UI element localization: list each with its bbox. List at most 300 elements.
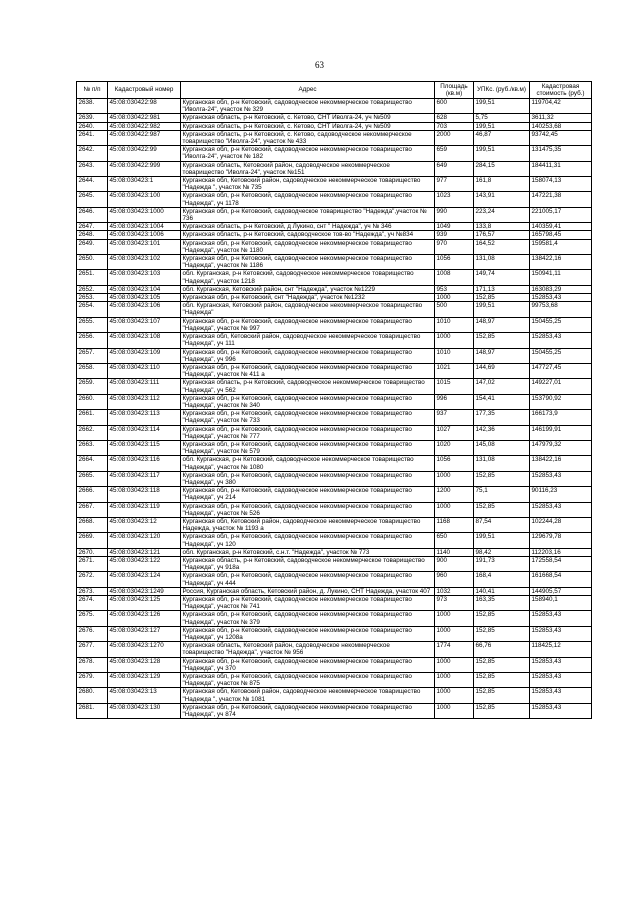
cell-cadastral-value: 166173,9 — [530, 410, 592, 425]
table-row — [77, 114, 592, 122]
cell-area: 1000 — [435, 611, 474, 626]
table-row — [77, 703, 592, 718]
table-row — [77, 122, 592, 130]
cell-upks: 152,85 — [474, 657, 530, 672]
cell-cadastral-number: 45:08:030423:102 — [108, 255, 181, 270]
cell-area: 939 — [435, 231, 474, 239]
table-row — [77, 548, 592, 556]
cell-address: Курганская обл, р-н Кетовский, садоводческое товарищество "Надежда",участок № 736 — [181, 207, 435, 222]
cell-number: 2653. — [77, 294, 108, 302]
cell-upks: 152,85 — [474, 502, 530, 517]
cell-cadastral-value: 119704,42 — [530, 99, 592, 114]
cell-upks: 142,36 — [474, 425, 530, 440]
cell-area: 649 — [435, 161, 474, 176]
cell-address: Курганская обл, р-н Кетовский, садоводческое некоммерческое товарищество "Надежда", уч 370 — [181, 657, 435, 672]
cell-cadastral-value: 159581,4 — [530, 239, 592, 254]
cell-area: 1000 — [435, 673, 474, 688]
cell-cadastral-value: 152853,43 — [530, 611, 592, 626]
cell-cadastral-value: 152853,43 — [530, 471, 592, 486]
cell-number: 2673. — [77, 587, 108, 595]
table-row — [77, 223, 592, 231]
cell-cadastral-value: 138422,16 — [530, 255, 592, 270]
table-row — [77, 657, 592, 672]
cell-upks: 199,51 — [474, 146, 530, 161]
cell-cadastral-value: 144905,57 — [530, 587, 592, 595]
cell-area: 703 — [435, 122, 474, 130]
cell-cadastral-value: 184411,31 — [530, 161, 592, 176]
table-row — [77, 572, 592, 587]
cell-number: 2671. — [77, 556, 108, 571]
cell-cadastral-number: 45:08:030423:103 — [108, 270, 181, 285]
cell-cadastral-value: 152853,43 — [530, 688, 592, 703]
table-row — [77, 471, 592, 486]
cell-cadastral-value: 152853,43 — [530, 294, 592, 302]
header-cadastral-value: Кадастровая стоимость (руб.) — [530, 82, 592, 99]
cell-cadastral-number: 45:08:030423:110 — [108, 363, 181, 378]
cell-cadastral-number: 45:08:030423:122 — [108, 556, 181, 571]
table-row — [77, 302, 592, 317]
table-row — [77, 642, 592, 657]
cell-upks: 152,85 — [474, 333, 530, 348]
table-row — [77, 487, 592, 502]
cell-cadastral-value: 158940,1 — [530, 596, 592, 611]
cell-cadastral-value: 146199,91 — [530, 425, 592, 440]
cell-address: Курганская обл, р-н Кетовский, садоводческое некоммерческое товарищество "Надежда", участок № 741 — [181, 596, 435, 611]
cell-cadastral-number: 45:08:030423:100 — [108, 192, 181, 207]
table-row — [77, 425, 592, 440]
cell-cadastral-number: 45:08:030422:999 — [108, 161, 181, 176]
cell-address: Курганская обл, р-н Кетовский, снт "Надежда", участок №1232 — [181, 294, 435, 302]
page-number: 63 — [315, 60, 324, 70]
cell-number: 2680. — [77, 688, 108, 703]
cell-cadastral-number: 45:08:030423:127 — [108, 626, 181, 641]
cell-address: Курганская обл, р-н Кетовский, садоводческое некоммерческое товарищество "Надежда", уч 874 — [181, 703, 435, 718]
cell-number: 2657. — [77, 348, 108, 363]
table-row — [77, 333, 592, 348]
cell-number: 2655. — [77, 317, 108, 332]
cell-cadastral-number: 45:08:030423:1004 — [108, 223, 181, 231]
cell-address: Курганская обл, р-н Кетовский, садоводческое некоммерческое товарищество "Надежда", уч 444 — [181, 572, 435, 587]
cell-cadastral-value: 152853,43 — [530, 703, 592, 718]
cell-address: Курганская область, Кетовский район, садоводческое некоммерческое товарищество "Иволга-24", участок №151 — [181, 161, 435, 176]
cell-number: 2639. — [77, 114, 108, 122]
cell-cadastral-number: 45:08:030423:126 — [108, 611, 181, 626]
cell-number: 2650. — [77, 255, 108, 270]
cell-address: обл. Курганская, р-н Кетовский, садоводческое некоммерческое товарищество "Надежда", участок № 1080 — [181, 456, 435, 471]
cell-number: 2646. — [77, 207, 108, 222]
cell-cadastral-value: 102244,28 — [530, 517, 592, 532]
header-cadastral-number: Кадастровый номер — [108, 82, 181, 99]
cell-cadastral-number: 45:08:030423:125 — [108, 596, 181, 611]
cell-number: 2670. — [77, 548, 108, 556]
cell-cadastral-number: 45:08:030423:115 — [108, 440, 181, 455]
cell-address: Курганская обл, р-н Кетовский, садоводческое некоммерческое товарищество "Надежда", уч 1178 — [181, 192, 435, 207]
cell-upks: 154,41 — [474, 394, 530, 409]
cell-cadastral-value: 3611,32 — [530, 114, 592, 122]
cell-upks: 5,75 — [474, 114, 530, 122]
cell-upks: 176,57 — [474, 231, 530, 239]
cell-address: Курганская обл, р-н Кетовский, садоводческое некоммерческое товарищество "Надежда", уч 214 — [181, 487, 435, 502]
cell-cadastral-number: 45:08:030423:128 — [108, 657, 181, 672]
cell-number: 2675. — [77, 611, 108, 626]
cell-cadastral-number: 45:08:030423:105 — [108, 294, 181, 302]
cell-area: 973 — [435, 596, 474, 611]
cell-address: обл. Курганская, Кетовский район, садоводческое некоммерческое товарищество "Надежда" — [181, 302, 435, 317]
cell-area: 1032 — [435, 587, 474, 595]
cell-address: Курганская обл, Кетовский район, садоводческое некоммерческое товарищество "Надежда ", участок № 1081 — [181, 688, 435, 703]
table-row — [77, 207, 592, 222]
cell-number: 2681. — [77, 703, 108, 718]
cell-address: Курганская обл, Кетовский район, садоводческое некоммерческое товарищество "Надежда", уч 111 — [181, 333, 435, 348]
table-row — [77, 440, 592, 455]
table-row — [77, 456, 592, 471]
cell-upks: 131,08 — [474, 255, 530, 270]
cell-cadastral-value: 150455,25 — [530, 317, 592, 332]
cell-address: Курганская обл, р-н Кетовский, садоводческое некоммерческое товарищество "Надежда", участок № 1180 — [181, 239, 435, 254]
cell-upks: 152,85 — [474, 471, 530, 486]
cell-number: 2648. — [77, 231, 108, 239]
cell-cadastral-number: 45:08:030423:130 — [108, 703, 181, 718]
cell-area: 1000 — [435, 471, 474, 486]
cadastral-table — [76, 81, 592, 719]
cell-cadastral-number: 45:08:030423:13 — [108, 688, 181, 703]
cell-cadastral-value: 153790,92 — [530, 394, 592, 409]
table-row — [77, 270, 592, 285]
cell-address: обл. Курганская, Кетовский район, снт "Надежда", участок №1229 — [181, 285, 435, 293]
cell-area: 500 — [435, 302, 474, 317]
cell-upks: 152,85 — [474, 703, 530, 718]
cell-cadastral-number: 45:08:030422:99 — [108, 146, 181, 161]
cell-address: Курганская обл, Кетовский район, садоводческое некоммерческое товарищество Надежда, участок № 1193 а — [181, 517, 435, 532]
cell-address: Курганская обл, р-н Кетовский, садоводческое некоммерческое товарищество "Надежда", участок № 340 — [181, 394, 435, 409]
cell-cadastral-value: 140253,68 — [530, 122, 592, 130]
cell-cadastral-value: 93742,45 — [530, 130, 592, 145]
cell-number: 2642. — [77, 146, 108, 161]
table-row — [77, 379, 592, 394]
cell-number: 2647. — [77, 223, 108, 231]
cell-cadastral-value: 221005,17 — [530, 207, 592, 222]
cell-cadastral-value: 138422,16 — [530, 456, 592, 471]
cell-cadastral-number: 45:08:030423:113 — [108, 410, 181, 425]
cell-area: 1008 — [435, 270, 474, 285]
cell-number: 2654. — [77, 302, 108, 317]
table-row — [77, 410, 592, 425]
cell-upks: 177,35 — [474, 410, 530, 425]
cell-upks: 171,13 — [474, 285, 530, 293]
cell-cadastral-value: 161668,54 — [530, 572, 592, 587]
cell-address: Курганская область, р-н Кетовский, с. Кетово, садоводческое некоммерческое товарищество "Иволга-24", участок № 433 — [181, 130, 435, 145]
cell-number: 2638. — [77, 99, 108, 114]
cell-number: 2679. — [77, 673, 108, 688]
cell-area: 2000 — [435, 130, 474, 145]
cell-upks: 133,8 — [474, 223, 530, 231]
cell-cadastral-value: 150941,11 — [530, 270, 592, 285]
cell-upks: 66,76 — [474, 642, 530, 657]
cell-number: 2663. — [77, 440, 108, 455]
cell-number: 2661. — [77, 410, 108, 425]
cell-cadastral-value: 112203,16 — [530, 548, 592, 556]
cell-cadastral-number: 45:08:030423:1 — [108, 177, 181, 192]
cell-cadastral-value: 147221,38 — [530, 192, 592, 207]
cell-cadastral-number: 45:08:030422:982 — [108, 122, 181, 130]
cell-cadastral-number: 45:08:030423:1270 — [108, 642, 181, 657]
cell-area: 1000 — [435, 688, 474, 703]
cell-upks: 163,35 — [474, 596, 530, 611]
cell-address: Курганская обл, р-н Кетовский, садоводческое некоммерческое товарищество "Надежда", участок № 777 — [181, 425, 435, 440]
cell-upks: 199,51 — [474, 122, 530, 130]
cell-number: 2643. — [77, 161, 108, 176]
cell-number: 2651. — [77, 270, 108, 285]
cell-address: Курганская обл, р-н Кетовский, садоводческое некоммерческое товарищество "Надежда", участок № 1186 — [181, 255, 435, 270]
cell-cadastral-number: 45:08:030423:101 — [108, 239, 181, 254]
cell-number: 2667. — [77, 502, 108, 517]
cell-cadastral-number: 45:08:030423:118 — [108, 487, 181, 502]
cell-cadastral-number: 45:08:030423:1000 — [108, 207, 181, 222]
cell-upks: 147,02 — [474, 379, 530, 394]
cell-area: 990 — [435, 207, 474, 222]
cell-address: обл. Курганская, р-н Кетовский, садоводческое некоммерческое товарищество "Надежда", участок 1218 — [181, 270, 435, 285]
cell-cadastral-value: 149227,01 — [530, 379, 592, 394]
cell-number: 2678. — [77, 657, 108, 672]
table-row — [77, 161, 592, 176]
cell-cadastral-value: 99753,68 — [530, 302, 592, 317]
table-row — [77, 239, 592, 254]
cell-upks: 148,97 — [474, 317, 530, 332]
table-header-row — [77, 82, 592, 99]
cell-upks: 152,85 — [474, 626, 530, 641]
cell-cadastral-value: 150455,25 — [530, 348, 592, 363]
cell-cadastral-number: 45:08:030423:12 — [108, 517, 181, 532]
cell-area: 1000 — [435, 294, 474, 302]
cell-cadastral-value: 152853,43 — [530, 626, 592, 641]
cell-area: 1020 — [435, 440, 474, 455]
cell-address: Курганская обл, р-н Кетовский, садоводческое некоммерческое товарищество "Надежда", участок № 733 — [181, 410, 435, 425]
cell-area: 1140 — [435, 548, 474, 556]
cell-area: 1000 — [435, 333, 474, 348]
cell-number: 2676. — [77, 626, 108, 641]
cell-number: 2668. — [77, 517, 108, 532]
cell-address: Курганская область, р-н Кетовский, садоводческое тов-во "Надежда", уч №834 — [181, 231, 435, 239]
cell-area: 1010 — [435, 348, 474, 363]
cell-cadastral-number: 45:08:030423:112 — [108, 394, 181, 409]
cell-upks: 199,51 — [474, 99, 530, 114]
table-row — [77, 556, 592, 571]
header-number: № п/п — [77, 82, 108, 99]
cell-upks: 284,15 — [474, 161, 530, 176]
table-row — [77, 192, 592, 207]
cell-address: Курганская область, р-н Кетовский, с. Кетово, СНТ Иволга-24, уч №509 — [181, 114, 435, 122]
cell-upks: 168,4 — [474, 572, 530, 587]
table-row — [77, 146, 592, 161]
cell-cadastral-value: 90116,23 — [530, 487, 592, 502]
table-row — [77, 688, 592, 703]
cell-cadastral-value: 118425,12 — [530, 642, 592, 657]
cell-number: 2662. — [77, 425, 108, 440]
cell-area: 1056 — [435, 456, 474, 471]
cell-cadastral-value: 172558,54 — [530, 556, 592, 571]
cell-cadastral-value: 163083,29 — [530, 285, 592, 293]
cell-address: Курганская обл, р-н Кетовский, садоводческое некоммерческое товарищество "Надежда", участок № 875 — [181, 673, 435, 688]
cell-area: 1023 — [435, 192, 474, 207]
cell-area: 1010 — [435, 317, 474, 332]
cell-number: 2664. — [77, 456, 108, 471]
table-row — [77, 255, 592, 270]
cell-upks: 164,52 — [474, 239, 530, 254]
cell-upks: 148,97 — [474, 348, 530, 363]
cell-address: Курганская обл, р-н Кетовский, садоводческое некоммерческое товарищество "Надежда", участок № 579 — [181, 440, 435, 455]
cell-address: Курганская обл, р-н Кетовский, садоводческое некоммерческое товарищество "Иволга-24", участок № 182 — [181, 146, 435, 161]
cell-cadastral-value: 152853,43 — [530, 673, 592, 688]
cell-cadastral-number: 45:08:030423:114 — [108, 425, 181, 440]
table-row — [77, 587, 592, 595]
cell-cadastral-value: 165798,45 — [530, 231, 592, 239]
table-row — [77, 130, 592, 145]
cell-address: Курганская область, р-н Кетовский, садоводческое некоммерческое товарищество "Надежда", уч 562 — [181, 379, 435, 394]
cell-upks: 87,54 — [474, 517, 530, 532]
cell-upks: 145,08 — [474, 440, 530, 455]
cell-cadastral-number: 45:08:030422:98 — [108, 99, 181, 114]
cell-address: Курганская обл, р-н Кетовский, садоводческое некоммерческое товарищество "Надежда", уч 120 — [181, 533, 435, 548]
cell-address: Курганская обл, р-н Кетовский, садоводческое некоммерческое товарищество "Надежда", уч 1208а — [181, 626, 435, 641]
cell-cadastral-number: 45:08:030422:981 — [108, 114, 181, 122]
cell-area: 1027 — [435, 425, 474, 440]
cell-address: обл. Курганская, р-н Кетовский, с.н.т. "Надежда", участок № 773 — [181, 548, 435, 556]
table-row — [77, 394, 592, 409]
cell-upks: 140,41 — [474, 587, 530, 595]
cell-number: 2652. — [77, 285, 108, 293]
table-row — [77, 99, 592, 114]
table-row — [77, 285, 592, 293]
cell-cadastral-number: 45:08:030423:119 — [108, 502, 181, 517]
cell-upks: 199,51 — [474, 533, 530, 548]
cell-number: 2649. — [77, 239, 108, 254]
cell-address: Курганская обл, Кетовский район, садоводческое некоммерческое товарищество "Надежда ", участок № 735 — [181, 177, 435, 192]
cell-area: 600 — [435, 99, 474, 114]
cell-cadastral-value: 158074,13 — [530, 177, 592, 192]
cell-cadastral-number: 45:08:030423:104 — [108, 285, 181, 293]
cell-upks: 131,08 — [474, 456, 530, 471]
cell-area: 1000 — [435, 626, 474, 641]
cell-area: 937 — [435, 410, 474, 425]
table-row — [77, 363, 592, 378]
cell-number: 2666. — [77, 487, 108, 502]
cell-address: Курганская область, р-н Кетовский, д Лукино, снт " Надежда", уч № 346 — [181, 223, 435, 231]
cell-upks: 191,73 — [474, 556, 530, 571]
cell-cadastral-number: 45:08:030423:109 — [108, 348, 181, 363]
cell-cadastral-value: 140359,41 — [530, 223, 592, 231]
cell-cadastral-value: 152853,43 — [530, 333, 592, 348]
cell-area: 1015 — [435, 379, 474, 394]
cell-cadastral-number: 45:08:030423:124 — [108, 572, 181, 587]
cell-area: 900 — [435, 556, 474, 571]
cell-address: Россия, Курганская область, Кетовский район, д. Лукино, СНТ Надежда, участок 407 — [181, 587, 435, 595]
cell-number: 2640. — [77, 122, 108, 130]
header-area: Площадь (кв.м) — [435, 82, 474, 99]
cell-cadastral-number: 45:08:030423:1249 — [108, 587, 181, 595]
cell-upks: 144,69 — [474, 363, 530, 378]
cell-cadastral-number: 45:08:030423:121 — [108, 548, 181, 556]
cell-number: 2644. — [77, 177, 108, 192]
cell-number: 2660. — [77, 394, 108, 409]
cell-number: 2658. — [77, 363, 108, 378]
cell-cadastral-value: 131475,35 — [530, 146, 592, 161]
cell-area: 1056 — [435, 255, 474, 270]
cell-address: Курганская обл, р-н Кетовский, садоводческое некоммерческое товарищество "Надежда", участок № 379 — [181, 611, 435, 626]
table-row — [77, 231, 592, 239]
cell-address: Курганская обл, р-н Кетовский, садоводческое некоммерческое товарищество "Надежда", уч 380 — [181, 471, 435, 486]
cell-area: 1774 — [435, 642, 474, 657]
cell-area: 1000 — [435, 703, 474, 718]
cell-number: 2677. — [77, 642, 108, 657]
cell-area: 650 — [435, 533, 474, 548]
cell-upks: 152,85 — [474, 688, 530, 703]
cell-address: Курганская обл, р-н Кетовский, садоводческое некоммерческое товарищество "Иволга-24", участок № 329 — [181, 99, 435, 114]
cell-upks: 152,85 — [474, 673, 530, 688]
cell-area: 970 — [435, 239, 474, 254]
cell-area: 628 — [435, 114, 474, 122]
cell-cadastral-value: 152853,43 — [530, 502, 592, 517]
table-row — [77, 317, 592, 332]
cell-cadastral-value: 147979,32 — [530, 440, 592, 455]
cell-number: 2645. — [77, 192, 108, 207]
table-row — [77, 673, 592, 688]
cell-number: 2669. — [77, 533, 108, 548]
table-row — [77, 294, 592, 302]
cell-address: Курганская обл, р-н Кетовский, садоводческое некоммерческое товарищество "Надежда", участок № 997 — [181, 317, 435, 332]
cell-number: 2659. — [77, 379, 108, 394]
cell-area: 960 — [435, 572, 474, 587]
cell-area: 1000 — [435, 657, 474, 672]
cell-cadastral-number: 45:08:030423:111 — [108, 379, 181, 394]
cell-area: 1200 — [435, 487, 474, 502]
table-row — [77, 177, 592, 192]
table-row — [77, 626, 592, 641]
cell-upks: 223,24 — [474, 207, 530, 222]
cell-cadastral-number: 45:08:030423:120 — [108, 533, 181, 548]
cell-address: Курганская обл, р-н Кетовский, садоводческое некоммерческое товарищество "Надежда", уч 996 — [181, 348, 435, 363]
cell-number: 2656. — [77, 333, 108, 348]
cell-upks: 161,8 — [474, 177, 530, 192]
header-upks: УПКс. (руб./кв.м) — [474, 82, 530, 99]
cell-cadastral-value: 129679,78 — [530, 533, 592, 548]
table-row — [77, 502, 592, 517]
cell-cadastral-value: 152853,43 — [530, 657, 592, 672]
cell-cadastral-number: 45:08:030423:106 — [108, 302, 181, 317]
cell-upks: 75,1 — [474, 487, 530, 502]
cell-upks: 143,91 — [474, 192, 530, 207]
cell-cadastral-number: 45:08:030422:987 — [108, 130, 181, 145]
cell-address: Курганская область, Кетовский район, садоводческое некоммерческое товарищество "Надежда", участок № 956 — [181, 642, 435, 657]
cell-area: 1049 — [435, 223, 474, 231]
cell-number: 2674. — [77, 596, 108, 611]
cell-area: 659 — [435, 146, 474, 161]
cell-upks: 149,74 — [474, 270, 530, 285]
cell-number: 2641. — [77, 130, 108, 145]
table-row — [77, 533, 592, 548]
cell-number: 2672. — [77, 572, 108, 587]
cell-number: 2665. — [77, 471, 108, 486]
cell-cadastral-number: 45:08:030423:107 — [108, 317, 181, 332]
cell-cadastral-value: 147727,45 — [530, 363, 592, 378]
cell-cadastral-number: 45:08:030423:1006 — [108, 231, 181, 239]
cell-area: 1000 — [435, 502, 474, 517]
cell-address: Курганская область, р-н Кетовский, с. Кетово, СНТ Иволга-24, уч №509 — [181, 122, 435, 130]
cell-upks: 152,85 — [474, 611, 530, 626]
cell-area: 996 — [435, 394, 474, 409]
cell-upks: 152,85 — [474, 294, 530, 302]
cell-address: Курганская обл, р-н Кетовский, садоводческое некоммерческое товарищество "Надежда", участок № 526 — [181, 502, 435, 517]
table-row — [77, 348, 592, 363]
